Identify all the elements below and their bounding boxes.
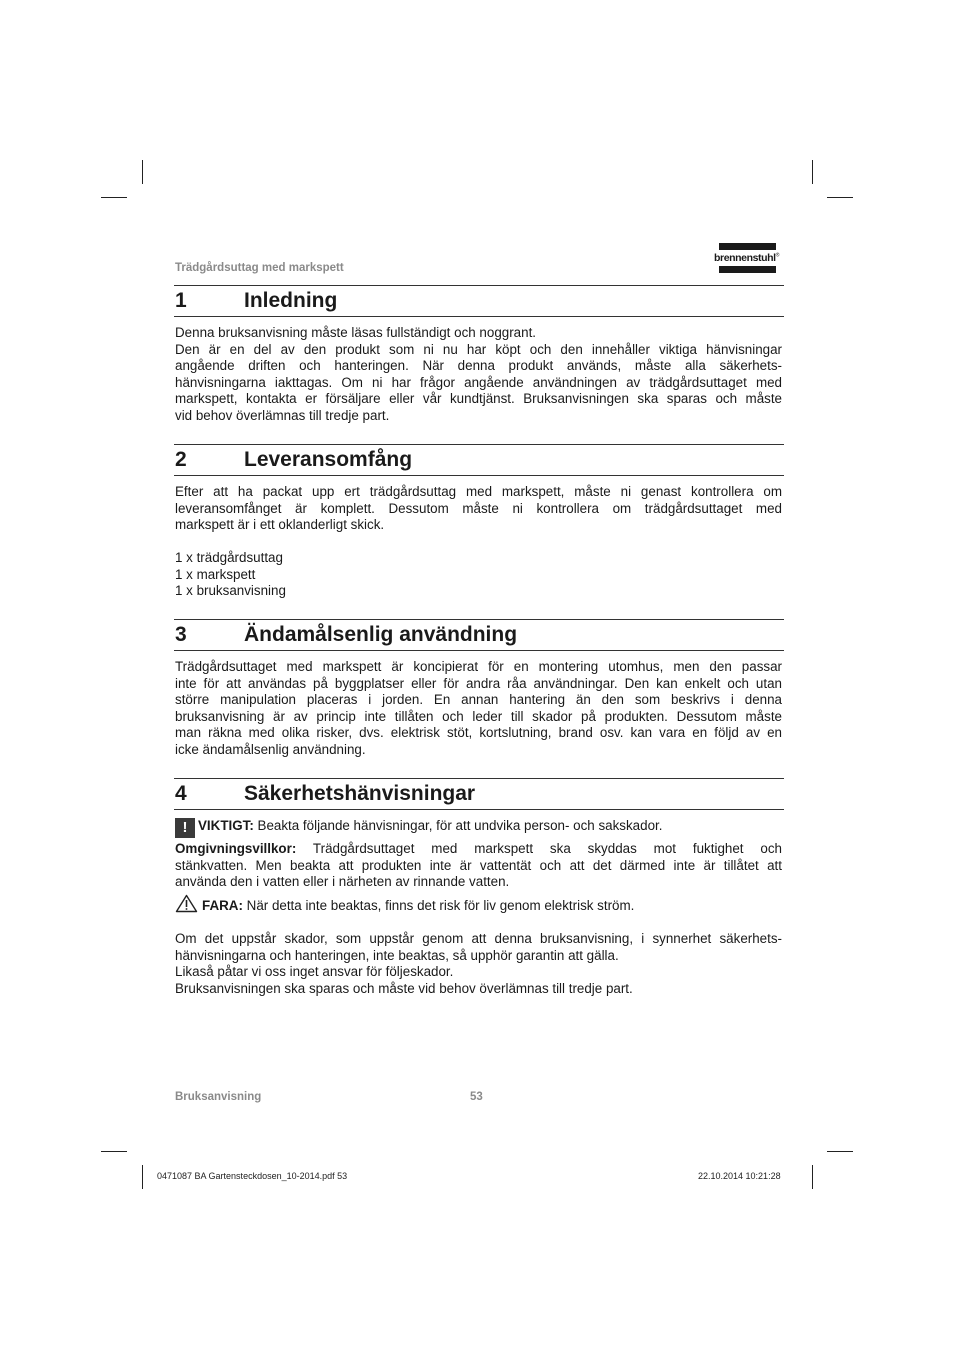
section-number: 1 [175, 289, 187, 312]
text-line: man räkna med olika risker, dvs. elektrisk stöt, kortslutning, brand osv. kan vara en följd av en [175, 725, 782, 741]
list-item: 1 x markspett [175, 566, 256, 582]
section-title: Leveransomfång [244, 448, 413, 471]
text-line: markspett, kontakta er försäljare eller vår kundtjänst. Bruksanvisningen ska sparas och måste [175, 391, 782, 407]
section-heading [174, 285, 784, 317]
text-line: leveransomfånget är komplett. Dessutom måste ni kontrollera om trädgårdsuttaget med [175, 500, 782, 516]
section-number: 4 [175, 782, 187, 805]
crop-mark [101, 197, 127, 198]
running-header: Trädgårdsuttag med markspett [175, 262, 344, 274]
crop-mark [101, 1151, 127, 1152]
text-line: vid behov överlämnas till tredje part. [175, 407, 390, 423]
section-2-body [175, 484, 782, 534]
closing-text [175, 931, 782, 997]
text-line [175, 894, 782, 915]
text-line: Likaså påtar vi oss inget ansvar för följeskador. [175, 964, 454, 980]
warning-triangle-icon [175, 894, 198, 913]
print-timestamp: 22.10.2014 10:21:28 [698, 1171, 781, 1181]
logo-bar [719, 266, 776, 273]
important-label: VIKTIGT: [198, 818, 254, 833]
text-line [175, 841, 782, 858]
text-line: hänvisningarna iakttagas. Om ni har frågor angående användningen av trädgårdsuttaget med [175, 374, 782, 390]
text-line: Bruksanvisningen ska sparas och måste vid behov överlämnas till tredje part. [175, 980, 633, 996]
text-line [175, 818, 782, 838]
section-title: Ändamålsenlig användning [244, 623, 518, 646]
text-line: stänkvatten. Men beakta att produkten inte är vattentät och att det därmed inte är tillåtet att [175, 857, 782, 873]
environment-note [175, 841, 782, 891]
text-line: markspett är i ett oklanderligt skick. [175, 517, 385, 533]
crop-mark [812, 1165, 813, 1189]
logo-bar [719, 243, 776, 250]
danger-label: FARA: [202, 898, 243, 913]
crop-mark [812, 160, 813, 184]
text-line: Den är en del av den produkt som ni nu har köpt och den innehåller viktiga hänvisningar [175, 341, 782, 357]
list-item: 1 x bruksanvisning [175, 583, 286, 599]
section-heading [174, 444, 784, 476]
section-heading [174, 778, 784, 810]
section-1-body [175, 325, 782, 425]
section-heading [174, 619, 784, 651]
text-line: inte för att användas på byggplatser eller för andra råa användningar. Den kan enkelt och utan [175, 675, 782, 691]
crop-mark [142, 160, 143, 184]
text-line: Efter att ha packat upp ert trädgårdsuttag med markspett, måste ni genast kontrollera om [175, 484, 782, 499]
section-title: Säkerhetshänvisningar [244, 782, 476, 805]
danger-note [175, 894, 782, 915]
brand-logo [714, 243, 784, 276]
text-line: Denna bruksanvisning måste läsas fullständigt och noggrant. [175, 325, 537, 340]
environment-label: Omgivningsvillkor: [175, 841, 297, 856]
page-number: 53 [470, 1091, 483, 1103]
text-line: bruksanvisning är av princip inte tillåten och leder till skador på produkten. Dessutom måste [175, 708, 782, 724]
text-line: större manipulation placeras i jorden. En annan hantering än den som beskrivs i denna [175, 692, 782, 708]
important-text: Beakta följande hänvisningar, för att undvika person- och sakskador. [253, 818, 663, 833]
important-note [175, 818, 782, 838]
text-line: hänvisningarna och hanteringen, inte beaktas, så upphör garantin att gälla. [175, 947, 619, 963]
section-number: 3 [175, 623, 187, 646]
list-item: 1 x trädgårdsuttag [175, 550, 283, 565]
text-line: använda den i vatten eller i närheten av rinnande vatten. [175, 874, 510, 890]
crop-mark [142, 1165, 143, 1189]
section-title: Inledning [244, 289, 338, 312]
print-file-info: 0471087 BA Gartensteckdosen_10-2014.pdf 53 [157, 1171, 348, 1181]
delivery-list [175, 550, 782, 600]
footer-label: Bruksanvisning [175, 1091, 262, 1103]
danger-text: När detta inte beaktas, finns det risk för liv genom elektrisk ström. [242, 898, 635, 913]
text-line: icke ändamålsenlig användning. [175, 741, 366, 757]
environment-text: Trädgårdsuttaget med markspett ska skyddas mot fuktighet och [296, 841, 782, 856]
text-line: Trädgårdsuttaget med markspett är koncipierat för en montering utomhus, men den passar [175, 659, 782, 674]
exclamation-icon: ! [175, 818, 195, 838]
section-number: 2 [175, 448, 187, 471]
crop-mark [827, 1151, 853, 1152]
crop-mark [827, 197, 853, 198]
logo-word: brennenstuhl® [714, 252, 779, 264]
text-line: Om det uppstår skador, som uppstår genom att denna bruksanvisning, i synnerhet säkerhets- [175, 931, 782, 946]
section-3-body [175, 659, 782, 759]
text-line: angående driften och hanteringen. När denna produkt används, måste alla säkerhets- [175, 358, 782, 374]
